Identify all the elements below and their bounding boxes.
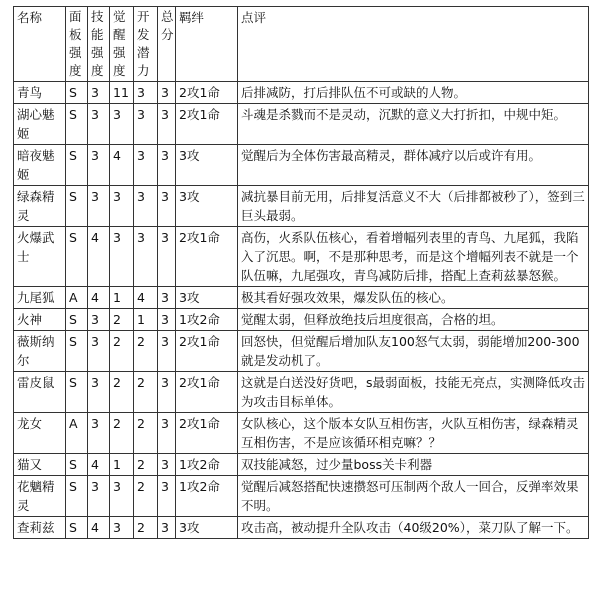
cell-skill: 4 <box>88 227 110 287</box>
cell-panel: S <box>66 476 88 517</box>
cell-total: 3 <box>158 454 176 476</box>
cell-name: 湖心魅姬 <box>14 104 66 145</box>
cell-panel: S <box>66 186 88 227</box>
cell-bond: 3攻 <box>176 287 238 309</box>
table-row <box>14 372 589 413</box>
cell-develop: 2 <box>134 476 158 517</box>
cell-develop: 2 <box>134 517 158 539</box>
cell-panel: S <box>66 517 88 539</box>
cell-panel: S <box>66 309 88 331</box>
cell-bond: 3攻 <box>176 145 238 186</box>
cell-skill: 3 <box>88 186 110 227</box>
cell-awaken: 3 <box>110 227 134 287</box>
cell-comment: 觉醒后为全体伤害最高精灵，群体减疗以后或许有用。 <box>238 145 589 186</box>
table-row <box>14 454 589 476</box>
table-row <box>14 476 589 517</box>
cell-comment: 觉醒后减怒搭配快速攒怒可压制两个敌人一回合，反弹率效果不明。 <box>238 476 589 517</box>
header-panel: 面板强度 <box>66 7 88 82</box>
table-row <box>14 309 589 331</box>
cell-skill: 4 <box>88 454 110 476</box>
cell-awaken: 2 <box>110 372 134 413</box>
cell-develop: 3 <box>134 186 158 227</box>
cell-bond: 2攻1命 <box>176 82 238 104</box>
cell-bond: 2攻1命 <box>176 372 238 413</box>
cell-total: 3 <box>158 82 176 104</box>
cell-develop: 2 <box>134 454 158 476</box>
hero-rating-table-wrapper <box>13 6 589 539</box>
cell-comment: 高伤，火系队伍核心，看着增幅列表里的青鸟、九尾狐，我陷入了沉思。啊，不是那种思考，而是这个增幅列表不就是一个队伍嘛，九尾强攻，青鸟减防后排，搭配上查莉兹暴怒猴。 <box>238 227 589 287</box>
cell-comment: 觉醒太弱，但释放绝技后坦度很高，合格的坦。 <box>238 309 589 331</box>
cell-bond: 2攻1命 <box>176 331 238 372</box>
cell-name: 火神 <box>14 309 66 331</box>
cell-name: 查莉兹 <box>14 517 66 539</box>
cell-skill: 3 <box>88 413 110 454</box>
cell-awaken: 3 <box>110 517 134 539</box>
cell-panel: S <box>66 104 88 145</box>
cell-panel: S <box>66 82 88 104</box>
cell-skill: 3 <box>88 309 110 331</box>
cell-total: 3 <box>158 517 176 539</box>
cell-name: 龙女 <box>14 413 66 454</box>
cell-skill: 3 <box>88 104 110 145</box>
cell-total: 3 <box>158 476 176 517</box>
cell-name: 绿森精灵 <box>14 186 66 227</box>
cell-develop: 4 <box>134 287 158 309</box>
cell-develop: 1 <box>134 309 158 331</box>
table-row <box>14 145 589 186</box>
cell-comment: 这就是白送没好货吧，s最弱面板，技能无亮点，实测降低攻击为攻击目标单体。 <box>238 372 589 413</box>
cell-develop: 2 <box>134 372 158 413</box>
cell-total: 3 <box>158 372 176 413</box>
table-row <box>14 413 589 454</box>
cell-bond: 3攻 <box>176 517 238 539</box>
header-total: 总分 <box>158 7 176 82</box>
table-row <box>14 331 589 372</box>
cell-skill: 3 <box>88 372 110 413</box>
cell-awaken: 11 <box>110 82 134 104</box>
cell-develop: 3 <box>134 227 158 287</box>
cell-develop: 3 <box>134 82 158 104</box>
cell-awaken: 1 <box>110 287 134 309</box>
cell-panel: S <box>66 145 88 186</box>
cell-bond: 2攻1命 <box>176 104 238 145</box>
cell-comment: 极其看好强攻效果，爆发队伍的核心。 <box>238 287 589 309</box>
cell-panel: A <box>66 413 88 454</box>
cell-name: 九尾狐 <box>14 287 66 309</box>
cell-skill: 3 <box>88 331 110 372</box>
cell-bond: 1攻2命 <box>176 309 238 331</box>
cell-comment: 回怒快，但觉醒后增加队友100怒气太弱，弱能增加200-300就是发动机了。 <box>238 331 589 372</box>
cell-total: 3 <box>158 413 176 454</box>
cell-name: 青鸟 <box>14 82 66 104</box>
cell-comment: 攻击高，被动提升全队攻击（40级20%），菜刀队了解一下。 <box>238 517 589 539</box>
cell-awaken: 3 <box>110 104 134 145</box>
cell-develop: 2 <box>134 413 158 454</box>
cell-panel: S <box>66 331 88 372</box>
hero-rating-table <box>13 6 589 539</box>
cell-total: 3 <box>158 186 176 227</box>
cell-name: 暗夜魅姬 <box>14 145 66 186</box>
cell-total: 3 <box>158 309 176 331</box>
cell-develop: 3 <box>134 145 158 186</box>
header-awaken: 觉醒强度 <box>110 7 134 82</box>
cell-awaken: 1 <box>110 454 134 476</box>
cell-comment: 女队核心，这个版本女队互相伤害，火队互相伤害，绿森精灵互相伤害，不是应该循环相克嘛？？ <box>238 413 589 454</box>
cell-bond: 1攻2命 <box>176 454 238 476</box>
cell-bond: 1攻2命 <box>176 476 238 517</box>
table-body <box>14 82 589 539</box>
header-develop: 开发潜力 <box>134 7 158 82</box>
cell-awaken: 3 <box>110 476 134 517</box>
cell-comment: 减抗暴目前无用，后排复活意义不大（后排都被秒了），签到三巨头最弱。 <box>238 186 589 227</box>
header-skill: 技能强度 <box>88 7 110 82</box>
header-name: 名称 <box>14 7 66 82</box>
cell-panel: A <box>66 287 88 309</box>
cell-name: 薇斯纳尔 <box>14 331 66 372</box>
cell-bond: 2攻1命 <box>176 413 238 454</box>
cell-awaken: 2 <box>110 309 134 331</box>
cell-comment: 双技能减怒，过少量boss关卡利器 <box>238 454 589 476</box>
cell-total: 3 <box>158 331 176 372</box>
cell-develop: 2 <box>134 331 158 372</box>
header-bond: 羁绊 <box>176 7 238 82</box>
cell-bond: 2攻1命 <box>176 227 238 287</box>
cell-total: 3 <box>158 227 176 287</box>
cell-total: 3 <box>158 145 176 186</box>
cell-develop: 3 <box>134 104 158 145</box>
table-row <box>14 82 589 104</box>
cell-awaken: 2 <box>110 331 134 372</box>
cell-name: 雷皮鼠 <box>14 372 66 413</box>
table-row <box>14 104 589 145</box>
cell-awaken: 4 <box>110 145 134 186</box>
table-row <box>14 517 589 539</box>
cell-skill: 4 <box>88 287 110 309</box>
table-row <box>14 287 589 309</box>
cell-total: 3 <box>158 104 176 145</box>
cell-awaken: 3 <box>110 186 134 227</box>
cell-name: 火爆武士 <box>14 227 66 287</box>
cell-awaken: 2 <box>110 413 134 454</box>
cell-comment: 斗魂是杀戮而不是灵动，沉默的意义大打折扣，中规中矩。 <box>238 104 589 145</box>
cell-comment: 后排减防，打后排队伍不可或缺的人物。 <box>238 82 589 104</box>
cell-name: 花魑精灵 <box>14 476 66 517</box>
cell-panel: S <box>66 372 88 413</box>
cell-panel: S <box>66 454 88 476</box>
cell-panel: S <box>66 227 88 287</box>
table-row <box>14 227 589 287</box>
header-comment: 点评 <box>238 7 589 82</box>
table-header-row <box>14 7 589 82</box>
cell-skill: 3 <box>88 145 110 186</box>
cell-name: 猫又 <box>14 454 66 476</box>
cell-total: 3 <box>158 287 176 309</box>
cell-skill: 4 <box>88 517 110 539</box>
table-row <box>14 186 589 227</box>
cell-skill: 3 <box>88 476 110 517</box>
cell-skill: 3 <box>88 82 110 104</box>
cell-bond: 3攻 <box>176 186 238 227</box>
